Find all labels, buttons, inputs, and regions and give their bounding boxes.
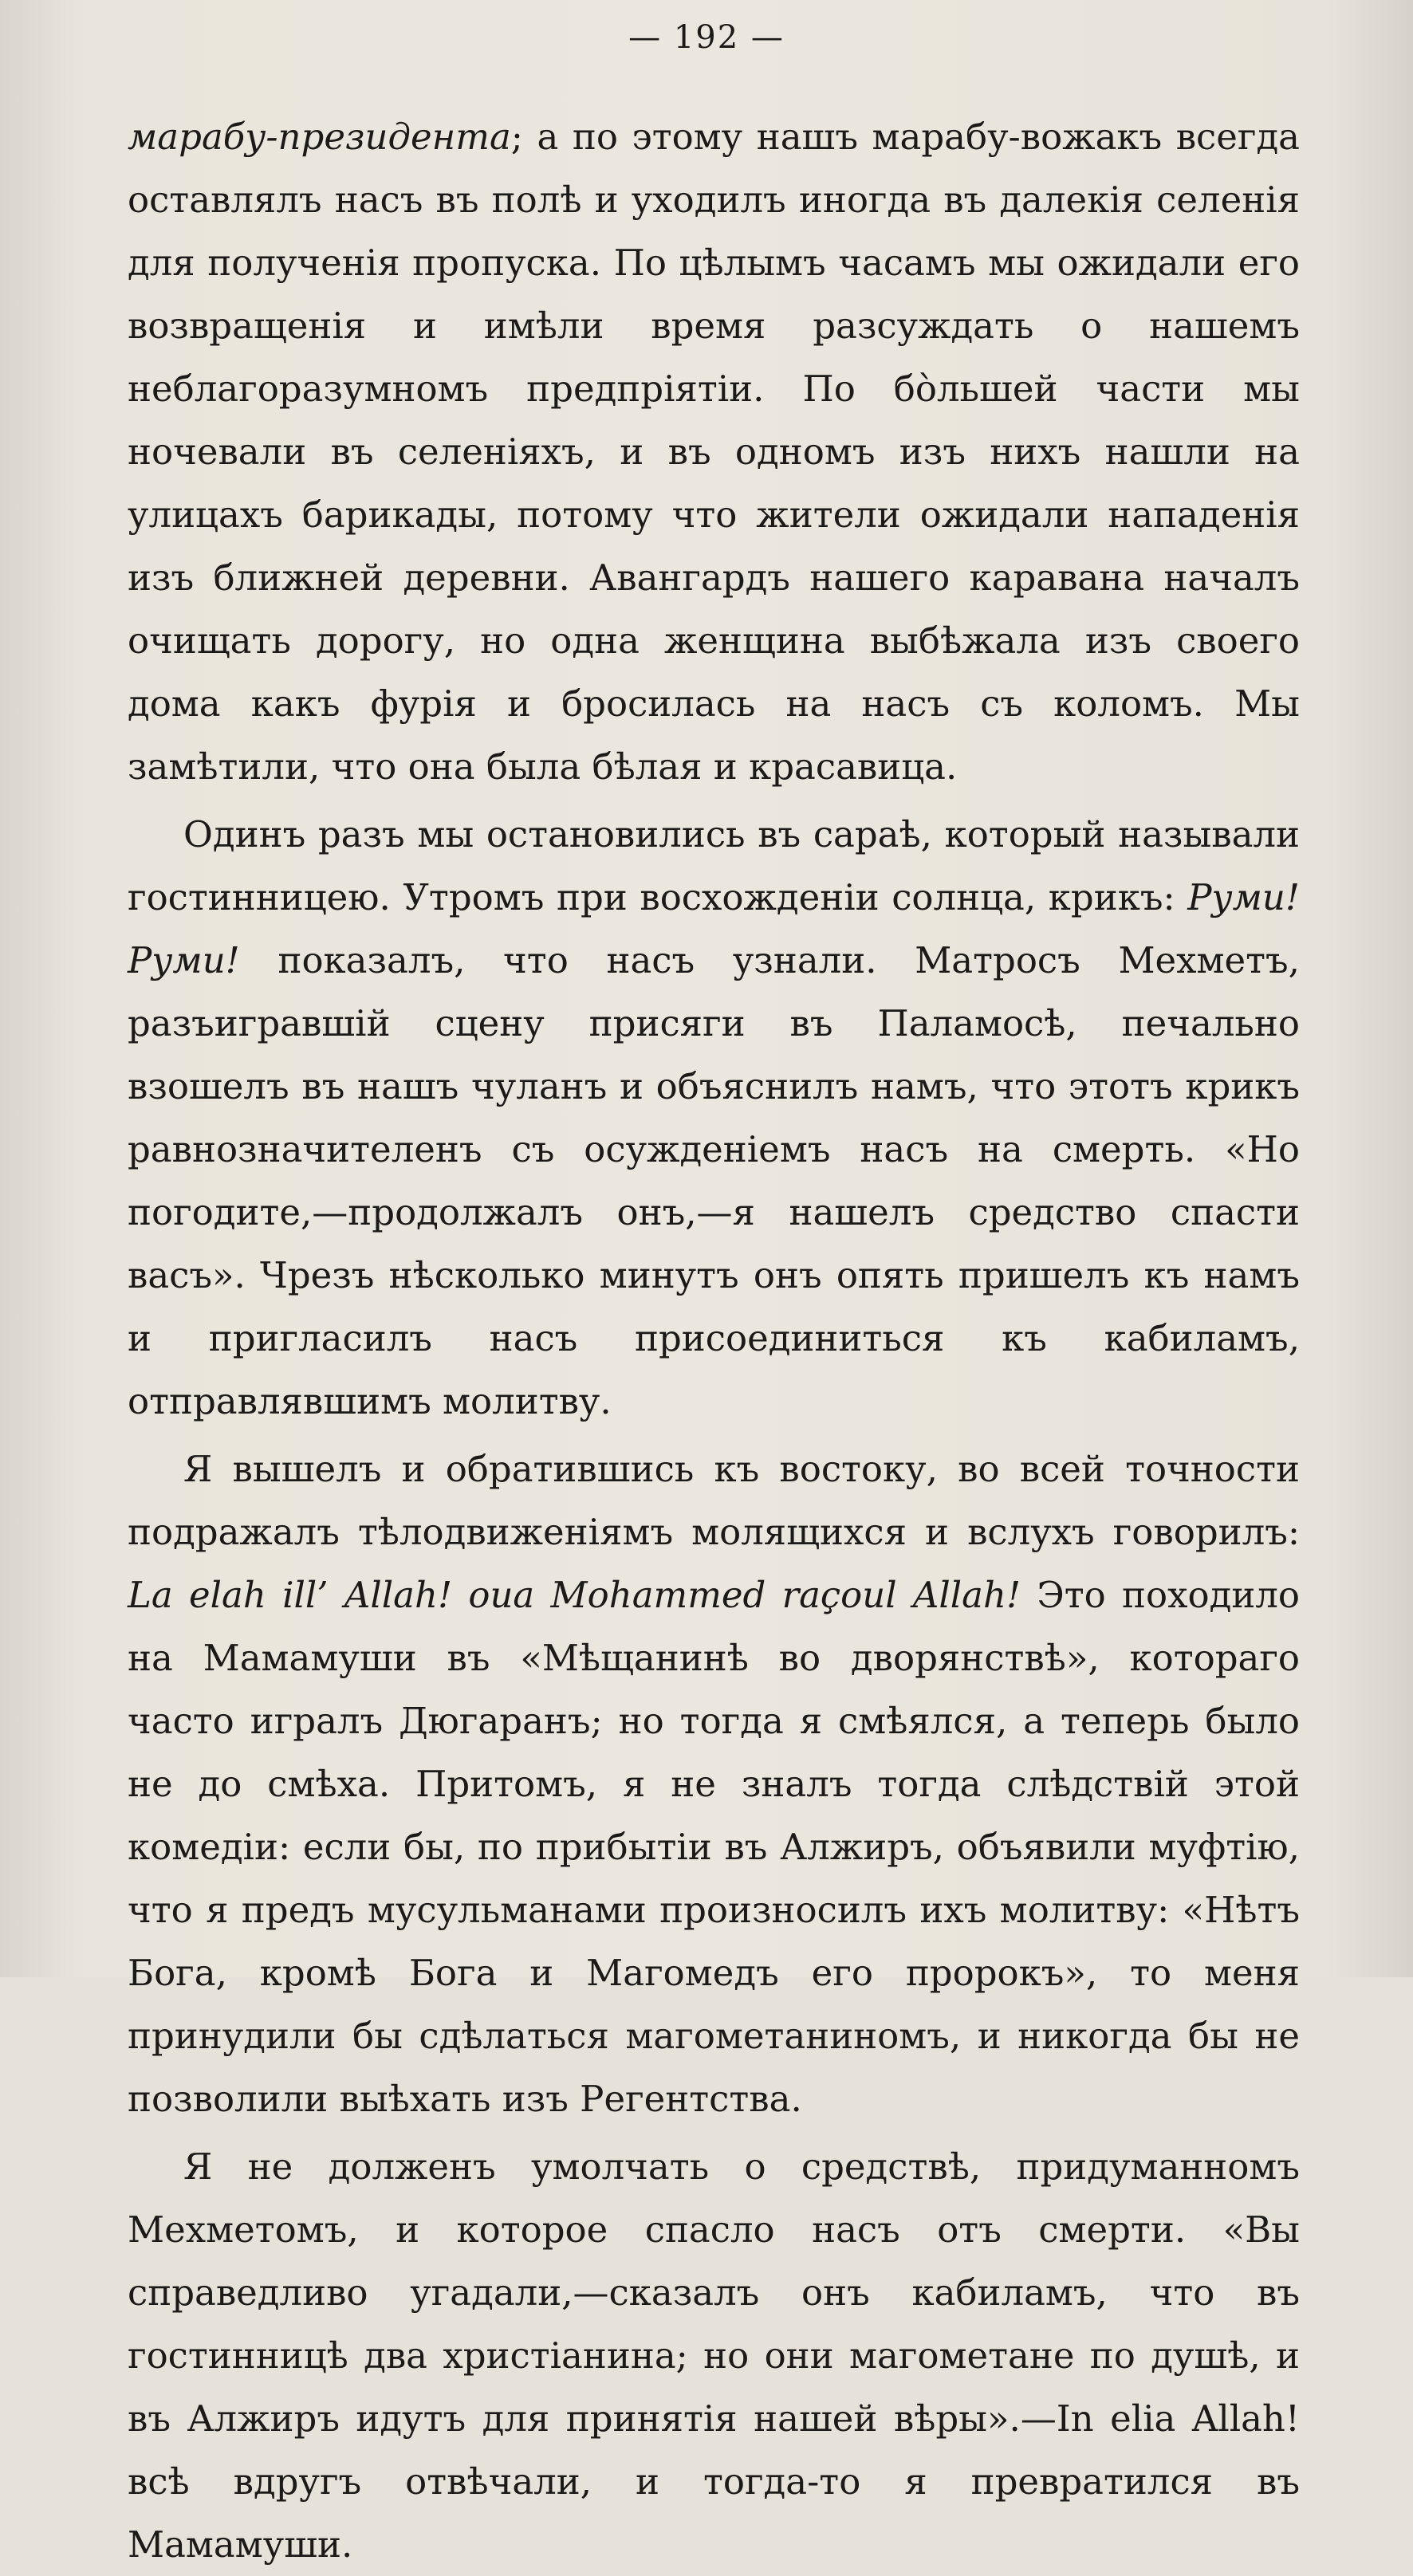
italic-phrase: Руми! Руми! (128, 876, 1300, 981)
italic-phrase: La elah ill’ Allah! oua Mohammed raçoul Allah! (128, 1574, 1021, 1616)
paragraph-2 (128, 803, 1300, 1433)
page-body-text (128, 105, 1300, 2576)
paragraph-text: Я не долженъ умолчать о средствѣ, придуманномъ Мехметомъ, и которое спасло насъ отъ смерти. «Вы справедливо угадали,—сказалъ онъ кабиламъ, что въ гостинницѣ два христіанина; но они магометане по душѣ, и въ Алжиръ идутъ для принятія нашей вѣры».—In elia Allah! всѣ вдругъ отвѣчали, и тогда-то я превратился въ Мамамуши. (128, 2145, 1300, 2566)
paragraph-text: ; а по этому нашъ марабу-вожакъ всегда оставлялъ насъ въ полѣ и уходилъ иногда въ далекія селенія для полученія пропуска. По цѣлымъ часамъ мы ожидали его возвращенія и имѣли время разсуждать о нашемъ неблагоразумномъ предпріятіи. По бо̀льшей части мы ночевали въ селеніяхъ, и въ одномъ изъ нихъ нашли на улицахъ барикады, потому что жители ожидали нападенія изъ ближней деревни. Авангардъ нашего каравана началъ очищать дорогу, но одна женщина выбѣжала изъ своего дома какъ фурія и бросилась на насъ съ коломъ. Мы замѣтили, что она была бѣлая и красавица. (128, 116, 1300, 788)
paragraph-text: Одинъ разъ мы остановились въ сараѣ, который называли гостинницею. Утромъ при восхожденіи солнца, крикъ: (128, 813, 1300, 918)
paragraph-text: Это походило на Мамамуши въ «Мѣщанинѣ во дворянствѣ», котораго часто игралъ Дюгаранъ; но тогда я смѣялся, а теперь было не до смѣха. Притомъ, я не зналъ тогда слѣдствій этой комедіи: если бы, по прибытіи въ Алжиръ, объявили муфтію, что я предъ мусульманами произносилъ ихъ молитву: «Нѣтъ Бога, кромѣ Бога и Магомедъ его пророкъ», то меня принудили бы сдѣлаться магометаниномъ, и никогда бы не позволили выѣхать изъ Регентства. (128, 1574, 1300, 2120)
paragraph-3 (128, 1437, 1300, 2130)
paragraph-text: показалъ, что насъ узнали. Матросъ Мехметъ, разъигравшій сцену присяги въ Паламосѣ, печально взошелъ въ нашъ чуланъ и объяснилъ намъ, что этотъ крикъ равнозначителенъ съ осужденіемъ насъ на смерть. «Но погодите,—продолжалъ онъ,—я нашелъ средство спасти васъ». Чрезъ нѣсколько минутъ онъ опять пришелъ къ намъ и пригласилъ насъ присоединиться къ кабиламъ, отправлявшимъ молитву. (128, 939, 1300, 1422)
paragraph-1 (128, 105, 1300, 798)
paragraph-text: Я вышелъ и обратившись къ востоку, во всей точности подражалъ тѣлодвиженіямъ молящихся и вслухъ говорилъ: (128, 1448, 1300, 1553)
page-number: — 192 — (628, 19, 785, 56)
paragraph-4 (128, 2135, 1300, 2576)
italic-phrase: марабу-президента (128, 116, 511, 158)
